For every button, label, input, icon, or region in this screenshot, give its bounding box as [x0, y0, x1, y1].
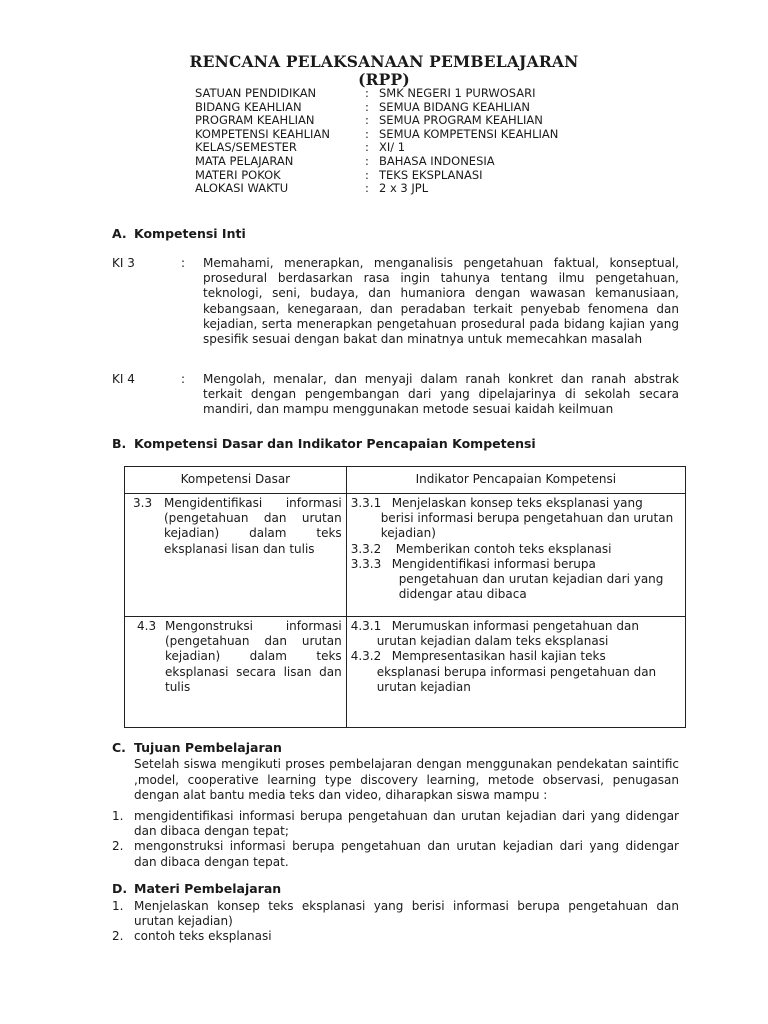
ki-code: KI 4 — [112, 372, 135, 386]
list-number: 1. — [112, 899, 124, 913]
section-letter: C. — [112, 740, 126, 755]
identity-label: KOMPETENSI KEAHLIAN — [195, 126, 330, 141]
ki-text: Mengolah, menalar, dan menyaji dalam ranah konkret dan ranah abstrak terkait dengan pengembangan dari yang dipelajarinya di sekolah secara mandiri, dan mampu menggunakan metode sesuai kaidah keilmuan — [203, 372, 679, 417]
ki-3-item — [112, 256, 679, 347]
indicator-item — [351, 619, 681, 649]
ki-4-item — [112, 372, 679, 418]
identity-value: 2 x 3 JPL — [379, 181, 429, 196]
section-title: Tujuan Pembelajaran — [134, 740, 282, 755]
ki-colon: : — [181, 372, 186, 386]
document-subtitle: (RPP) — [358, 70, 410, 89]
indicator-number: 3.3.3 — [350, 556, 382, 571]
list-number: 2. — [112, 929, 124, 944]
identity-label: PROGRAM KEAHLIAN — [195, 113, 315, 128]
indicator-item — [351, 496, 681, 542]
indicator-number: 4.3.1 — [350, 619, 382, 633]
identity-value: SEMUA PROGRAM KEAHLIAN — [379, 113, 543, 128]
indicator-text-continued: berisi informasi berupa pengetahuan dan urutan kejadian) — [380, 511, 674, 541]
indicator-cell — [346, 494, 685, 617]
section-b-heading — [112, 436, 536, 451]
indicator-text-continued: eksplanasi berupa informasi pengetahuan dan urutan kejadian — [376, 664, 657, 694]
list-item — [112, 839, 679, 869]
section-title: Kompetensi Dasar dan Indikator Pencapaian Kompetensi — [134, 436, 536, 451]
identity-colon: : — [365, 86, 369, 100]
list-text: mengidentifikasi informasi berupa pengetahuan dan urutan kejadian dari yang didengar dan dibaca dengan tepat; — [134, 809, 679, 839]
identity-value: XI/ 1 — [379, 140, 406, 155]
list-item — [112, 899, 679, 929]
indicator-text: Mempresentasikan hasil kajian teks — [391, 649, 606, 664]
section-title: Kompetensi Inti — [134, 226, 246, 241]
identity-colon: : — [365, 126, 369, 141]
indicator-text: Menjelaskan konsep teks eksplanasi yang — [391, 496, 643, 510]
section-c-intro: Setelah siswa mengikuti proses pembelajaran dengan menggunakan pendekatan saintific ,model, cooperative learning type discovery learning, metode observasi, penugasan dengan alat bantu media teks dan video, diharapkan siswa mampu : — [134, 757, 679, 803]
list-item — [112, 809, 679, 839]
section-a-heading — [112, 226, 246, 241]
identity-label: BIDANG KEAHLIAN — [195, 99, 302, 114]
identity-value: SMK NEGERI 1 PURWOSARI — [379, 86, 536, 100]
section-title: Materi Pembelajaran — [134, 881, 282, 896]
section-letter: D. — [112, 881, 128, 896]
table-row — [125, 617, 686, 728]
identity-value: TEKS EKSPLANASI — [379, 167, 483, 182]
indicator-text-continued: pengetahuan dan urutan kejadian dari yang didengar atau dibaca — [398, 572, 664, 602]
document-title: RENCANA PELAKSANAAN PEMBELAJARAN — [189, 52, 579, 71]
indicator-item — [351, 649, 681, 695]
section-c-list — [112, 809, 679, 870]
list-text: Menjelaskan konsep teks eksplanasi yang berisi informasi berupa pengetahuan dan urutan kejadian) — [134, 899, 679, 929]
kd-number: 3.3 — [133, 496, 153, 510]
ki-code: KI 3 — [112, 256, 135, 270]
identity-colon: : — [365, 153, 369, 168]
section-d-heading — [112, 881, 281, 896]
indicator-text: Merumuskan informasi pengetahuan dan — [391, 619, 639, 633]
identity-value: SEMUA BIDANG KEAHLIAN — [379, 99, 530, 114]
identity-colon: : — [365, 167, 369, 182]
identity-colon: : — [365, 140, 369, 155]
kd-item — [129, 619, 342, 695]
kd-number: 4.3 — [137, 619, 157, 633]
list-text: contoh teks eksplanasi — [134, 929, 272, 944]
section-c-heading — [112, 740, 282, 755]
identity-value: SEMUA KOMPETENSI KEAHLIAN — [379, 126, 559, 141]
kd-column-header: Kompetensi Dasar — [125, 467, 347, 494]
indicator-cell — [346, 617, 685, 728]
identity-colon: : — [365, 181, 369, 196]
identity-colon: : — [365, 113, 369, 128]
section-letter: B. — [112, 436, 127, 451]
table-row — [125, 494, 686, 617]
table-header-row — [125, 467, 686, 494]
indicator-item — [351, 557, 681, 603]
list-number: 1. — [112, 809, 124, 823]
identity-label: MATA PELAJARAN — [195, 153, 294, 168]
indicator-item — [351, 542, 681, 557]
kd-cell — [125, 617, 347, 728]
identity-label: MATERI POKOK — [195, 167, 281, 182]
indicator-number: 3.3.2 — [350, 541, 382, 556]
identity-label: SATUAN PENDIDIKAN — [195, 86, 317, 100]
kd-text: Mengonstruksi informasi (pengetahuan dan urutan kejadian) dalam teks eksplanasi secara lisan dan tulis — [165, 619, 342, 694]
list-item — [112, 929, 679, 944]
identity-value: BAHASA INDONESIA — [379, 153, 495, 168]
kd-cell — [125, 494, 347, 617]
indicator-text-continued: urutan kejadian dalam teks eksplanasi — [376, 634, 609, 649]
section-d-list — [112, 899, 679, 945]
list-number: 2. — [112, 839, 124, 854]
indicator-text: Memberikan contoh teks eksplanasi — [395, 541, 612, 556]
kd-indicator-table — [124, 466, 686, 728]
identity-label: ALOKASI WAKTU — [195, 181, 289, 196]
indicator-column-header: Indikator Pencapaian Kompetensi — [346, 467, 685, 494]
identity-label: KELAS/SEMESTER — [195, 140, 297, 155]
kd-item — [129, 496, 342, 557]
indicator-number: 4.3.2 — [350, 649, 382, 664]
kd-text: Mengidentifikasi informasi (pengetahuan dan urutan kejadian) dalam teks eksplanasi lisan dan tulis — [164, 496, 342, 556]
section-letter: A. — [112, 226, 127, 241]
indicator-text: Mengidentifikasi informasi berupa — [391, 556, 596, 571]
list-text: mengonstruksi informasi berupa pengetahuan dan urutan kejadian dari yang didengar dan dibaca dengan tepat. — [134, 839, 679, 869]
identity-colon: : — [365, 99, 369, 114]
ki-colon: : — [181, 256, 186, 270]
ki-text: Memahami, menerapkan, menganalisis pengetahuan faktual, konseptual, prosedural berdasarkan rasa ingin tahunya tentang ilmu pengetahuan, teknologi, seni, budaya, dan humaniora dengan wawasan kemanusiaan, kebangsaan, kenegaraan, dan peradaban terkait penyebab fenomena dan kejadian, serta menerapkan pengetahuan prosedural pada bidang kajian yang spesifik sesuai dengan bakat dan minatnya untuk memecahkan masalah — [203, 256, 679, 347]
indicator-number: 3.3.1 — [350, 496, 382, 510]
